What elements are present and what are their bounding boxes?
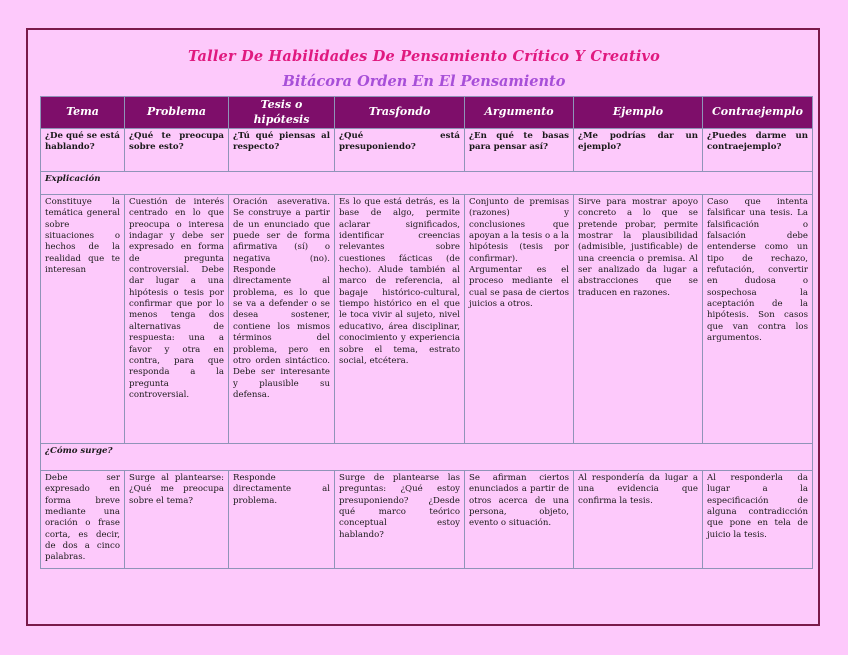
explanation-problema: Cuestión de interés centrado en lo que preocupa o interesa indagar y debe ser expresado en forma de pregunta controversial. Debe dar lugar a una hipótesis o tesis por confirmar que por lo menos tenga dos alternativas de respuesta: una a favor y otra en contra, para que responda a la pregunta controversial.	[125, 195, 229, 444]
column-header-ejemplo: Ejemplo	[574, 97, 703, 129]
question-problema: ¿Qué te preocupa sobre esto?	[125, 129, 229, 172]
origin-trasfondo: Surge de plantearse las preguntas: ¿Qué estoy presuponiendo? ¿Desde qué marco teórico conceptual estoy hablando?	[335, 471, 465, 569]
question-tesis: ¿Tú qué piensas al respecto?	[229, 129, 335, 172]
question-trasfondo: ¿Qué está presuponiendo?	[335, 129, 465, 172]
page-subtitle: Bitácora Orden En El Pensamiento	[282, 73, 566, 90]
origin-argumento: Se afirman ciertos enunciados a partir de otros acerca de una persona, objeto, evento o situación.	[465, 471, 574, 569]
explanation-tesis: Oración aseverativa. Se construye a partir de un enunciado que puede ser de forma afirmativa (sí) o negativa (no). Responde directamente al problema, es lo que se va a defender o se desea sostener, contiene los mismos términos del problema, pero en otro orden sintáctico. Debe ser interesante y plausible su defensa.	[229, 195, 335, 444]
question-row	[41, 129, 813, 172]
question-contraejemplo: ¿Puedes darme un contraejemplo?	[703, 129, 813, 172]
page-title: Taller De Habilidades De Pensamiento Crítico Y Creativo	[187, 48, 661, 65]
origin-contraejemplo: Al responderla da lugar a la especificación de alguna contradicción que pone en tela de juicio la tesis.	[703, 471, 813, 569]
explanation-ejemplo: Sirve para mostrar apoyo concreto a lo que se pretende probar, permite mostrar la plausibilidad (admisible, justificable) de una creencia o premisa. Al ser analizado da lugar a abstracciones que se traducen en razones.	[574, 195, 703, 444]
column-header-contraejemplo: Contraejemplo	[703, 97, 813, 129]
question-ejemplo: ¿Me podrías dar un ejemplo?	[574, 129, 703, 172]
origin-row	[41, 471, 813, 569]
origin-tema: Debe ser expresado en forma breve mediante una oración o frase corta, es decir, de dos a cinco palabras.	[41, 471, 125, 569]
logbook-table	[40, 96, 813, 569]
explanation-tema: Constituye la temática general sobre situaciones o hechos de la realidad que te interesan	[41, 195, 125, 444]
column-header-problema: Problema	[125, 97, 229, 129]
column-header-argumento: Argumento	[465, 97, 574, 129]
question-argumento: ¿En qué te basas para pensar así?	[465, 129, 574, 172]
section-heading-como-surge: ¿Cómo surge?	[41, 444, 813, 471]
section-heading-row-explicacion	[41, 172, 813, 195]
explanation-argumento: Conjunto de premisas (razones) y conclusiones que apoyan a la tesis o a la hipótesis (tesis por confirmar). Argumentar es el proceso mediante el cual se pasa de ciertos juicios a otros.	[465, 195, 574, 444]
section-heading-explicacion: Explicación	[41, 172, 813, 195]
column-header-trasfondo: Trasfondo	[335, 97, 465, 129]
explanation-trasfondo: Es lo que está detrás, es la base de algo, permite aclarar significados, identificar creencias relevantes sobre cuestiones fácticas (de hecho). Alude también al marco de referencia, al bagaje histórico-cultural, tiempo histórico en el que le toca vivir al sujeto, nivel educativo, área disciplinar, conocimiento y experiencia sobre el tema, estrato social, etcétera.	[335, 195, 465, 444]
column-header-tesis: Tesis o hipótesis	[229, 97, 335, 129]
column-header-tema: Tema	[41, 97, 125, 129]
column-header-row	[41, 97, 813, 129]
section-heading-row-como-surge	[41, 444, 813, 471]
origin-ejemplo: Al respondería da lugar a una evidencia que confirma la tesis.	[574, 471, 703, 569]
explanation-row	[41, 195, 813, 444]
explanation-contraejemplo: Caso que intenta falsificar una tesis. La falsificación o falsación debe entenderse como un tipo de rechazo, refutación, convertir en dudosa o sospechosa la aceptación de la hipótesis. Son casos que van contra los argumentos.	[703, 195, 813, 444]
question-tema: ¿De qué se está hablando?	[41, 129, 125, 172]
origin-tesis: Responde directamente al problema.	[229, 471, 335, 569]
origin-problema: Surge al plantearse: ¿Qué me preocupa sobre el tema?	[125, 471, 229, 569]
